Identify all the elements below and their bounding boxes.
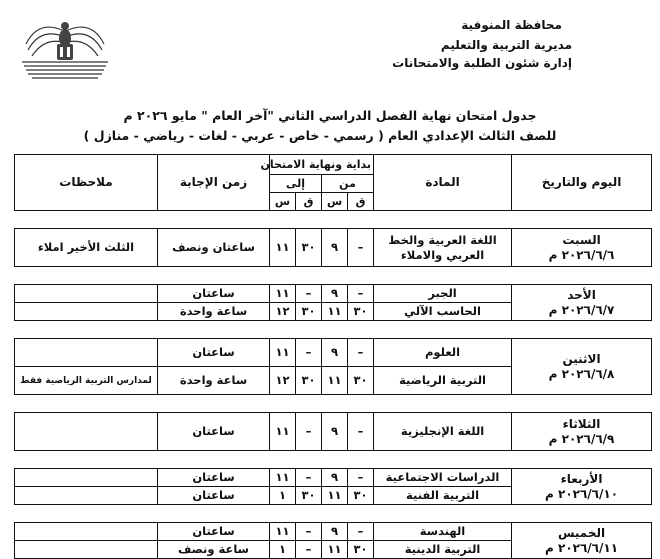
- gap-cell: [296, 267, 322, 285]
- subject-cell: التربية الدينية: [374, 541, 512, 559]
- from-hour-cell: ٩: [322, 229, 348, 267]
- subject-cell: اللغة الإنجليزية: [374, 413, 512, 451]
- gap-cell: [512, 451, 652, 469]
- gap-cell: [374, 395, 512, 413]
- schedule-row: [15, 339, 652, 367]
- gap-cell: [158, 505, 270, 523]
- to-minute-cell: ٣٠: [296, 229, 322, 267]
- gap-cell: [374, 267, 512, 285]
- notes-cell: الثلث الأخير املاء: [15, 229, 158, 267]
- to-hour-cell: ١١: [270, 229, 296, 267]
- col-subject: المادة: [374, 155, 512, 211]
- gap-cell: [348, 451, 374, 469]
- gap-cell: [348, 321, 374, 339]
- group-gap: [15, 267, 652, 285]
- day-date-cell: [512, 523, 652, 559]
- notes-cell: [15, 339, 158, 367]
- group-gap: [15, 505, 652, 523]
- gap-cell: [512, 321, 652, 339]
- gap-cell: [270, 211, 296, 229]
- notes-cell: [15, 487, 158, 505]
- gap-cell: [296, 505, 322, 523]
- governorate-label: محافظة المنوفية: [461, 18, 562, 32]
- from-hour-cell: ٩: [322, 413, 348, 451]
- schedule-row: [15, 413, 652, 451]
- gap-cell: [374, 505, 512, 523]
- gap-cell: [322, 211, 348, 229]
- gap-cell: [158, 395, 270, 413]
- notes-cell: [15, 413, 158, 451]
- from-minute-cell: ٣٠: [348, 487, 374, 505]
- gap-cell: [158, 451, 270, 469]
- gap-cell: [15, 211, 158, 229]
- gap-cell: [348, 505, 374, 523]
- to-hour-cell: ١٢: [270, 367, 296, 395]
- gap-cell: [15, 321, 158, 339]
- schedule-row: [15, 285, 652, 303]
- to-minute-cell: –: [296, 523, 322, 541]
- gap-cell: [512, 211, 652, 229]
- gap-cell: [270, 267, 296, 285]
- col-day-date: اليوم والتاريخ: [512, 155, 652, 211]
- col-from-minute: ق: [348, 193, 374, 211]
- day-name: السبت: [562, 232, 601, 247]
- gap-cell: [15, 267, 158, 285]
- schedule-row: [15, 523, 652, 541]
- to-hour-cell: ١٢: [270, 303, 296, 321]
- to-hour-cell: ١١: [270, 469, 296, 487]
- col-answer-time: زمن الإجابة: [158, 155, 270, 211]
- gap-cell: [158, 321, 270, 339]
- gap-cell: [322, 267, 348, 285]
- from-hour-cell: ١١: [322, 367, 348, 395]
- duration-cell: ساعتان: [158, 487, 270, 505]
- from-hour-cell: ٩: [322, 523, 348, 541]
- group-gap: [15, 321, 652, 339]
- from-minute-cell: ٣٠: [348, 367, 374, 395]
- gap-cell: [374, 211, 512, 229]
- col-to: إلى: [270, 175, 322, 193]
- exam-date: ٢٠٢٦/٦/٧ م: [548, 302, 615, 317]
- group-gap: [15, 395, 652, 413]
- exam-date: ٢٠٢٦/٦/٨ م: [548, 366, 615, 381]
- from-minute-cell: –: [348, 285, 374, 303]
- day-name: الثلاثاء: [562, 416, 601, 431]
- to-minute-cell: –: [296, 541, 322, 559]
- notes-cell: [15, 541, 158, 559]
- col-to-hour: س: [270, 193, 296, 211]
- duration-cell: ساعتان: [158, 413, 270, 451]
- gap-cell: [296, 395, 322, 413]
- col-exam-time-range: بداية ونهاية الامتحان: [270, 155, 374, 175]
- gap-cell: [348, 395, 374, 413]
- day-date-cell: [512, 285, 652, 321]
- duration-cell: ساعة واحدة: [158, 303, 270, 321]
- to-hour-cell: ١١: [270, 523, 296, 541]
- gap-cell: [270, 451, 296, 469]
- to-minute-cell: –: [296, 339, 322, 367]
- from-hour-cell: ٩: [322, 469, 348, 487]
- col-notes: ملاحظات: [15, 155, 158, 211]
- gap-cell: [296, 211, 322, 229]
- subject-cell: العلوم: [374, 339, 512, 367]
- gap-cell: [158, 211, 270, 229]
- gap-cell: [374, 451, 512, 469]
- group-gap: [15, 211, 652, 229]
- day-name: الاثنين: [562, 351, 601, 366]
- to-hour-cell: ١١: [270, 339, 296, 367]
- gap-cell: [374, 321, 512, 339]
- department-label: إدارة شئون الطلبة والامتحانات: [392, 56, 572, 70]
- gap-cell: [15, 505, 158, 523]
- from-minute-cell: –: [348, 469, 374, 487]
- from-hour-cell: ١١: [322, 303, 348, 321]
- notes-cell: [15, 523, 158, 541]
- schedule-body: [15, 155, 652, 559]
- subject-cell: الجبر: [374, 285, 512, 303]
- gap-cell: [512, 267, 652, 285]
- exam-date: ٢٠٢٦/٦/١٠ م: [545, 486, 619, 501]
- from-hour-cell: ١١: [322, 487, 348, 505]
- notes-cell: [15, 469, 158, 487]
- grade-subtitle: للصف الثالث الإعدادي العام ( رسمي - خاص - عربي - لغات - رياضي - منازل ): [83, 128, 557, 143]
- to-hour-cell: ١١: [270, 285, 296, 303]
- to-minute-cell: –: [296, 285, 322, 303]
- to-minute-cell: –: [296, 413, 322, 451]
- schedule-title: جدول امتحان نهاية الفصل الدراسي الثاني "آخر العام " مايو ٢٠٢٦ م: [123, 108, 537, 123]
- gap-cell: [322, 395, 348, 413]
- schedule-row: [15, 229, 652, 267]
- gap-cell: [322, 451, 348, 469]
- to-hour-cell: ١١: [270, 413, 296, 451]
- gap-cell: [322, 321, 348, 339]
- subject-cell: الدراسات الاجتماعية: [374, 469, 512, 487]
- gap-cell: [270, 395, 296, 413]
- to-minute-cell: ٣٠: [296, 303, 322, 321]
- from-hour-cell: ٩: [322, 339, 348, 367]
- notes-cell: [15, 285, 158, 303]
- day-name: الخميس: [557, 525, 606, 540]
- notes-cell: [15, 303, 158, 321]
- to-hour-cell: ١: [270, 541, 296, 559]
- duration-cell: ساعتان: [158, 285, 270, 303]
- gap-cell: [270, 321, 296, 339]
- to-hour-cell: ١: [270, 487, 296, 505]
- exam-date: ٢٠٢٦/٦/٩ م: [548, 431, 615, 446]
- gap-cell: [348, 211, 374, 229]
- col-to-minute: ق: [296, 193, 322, 211]
- day-date-cell: [512, 229, 652, 267]
- gap-cell: [296, 451, 322, 469]
- duration-cell: ساعتان: [158, 469, 270, 487]
- day-date-cell: [512, 413, 652, 451]
- eagle-emblem-icon: [18, 14, 112, 86]
- gap-cell: [158, 267, 270, 285]
- gap-cell: [15, 451, 158, 469]
- gap-cell: [348, 267, 374, 285]
- gap-cell: [296, 321, 322, 339]
- gap-cell: [322, 505, 348, 523]
- group-gap: [15, 451, 652, 469]
- day-date-cell: [512, 469, 652, 505]
- day-name: الأربعاء: [560, 471, 603, 486]
- gap-cell: [270, 505, 296, 523]
- from-minute-cell: –: [348, 523, 374, 541]
- exam-schedule-table: [14, 154, 652, 559]
- schedule-row: [15, 469, 652, 487]
- duration-cell: ساعة ونصف: [158, 541, 270, 559]
- subject-cell: التربية الفنية: [374, 487, 512, 505]
- from-minute-cell: –: [348, 339, 374, 367]
- duration-cell: ساعتان ونصف: [158, 229, 270, 267]
- to-minute-cell: ٣٠: [296, 367, 322, 395]
- gap-cell: [512, 395, 652, 413]
- from-hour-cell: ١١: [322, 541, 348, 559]
- gap-cell: [512, 505, 652, 523]
- to-minute-cell: ٣٠: [296, 487, 322, 505]
- subject-cell: الهندسة: [374, 523, 512, 541]
- day-name: الأحد: [567, 287, 596, 302]
- subject-cell: الحاسب الآلي: [374, 303, 512, 321]
- subject-cell: اللغة العربية والخط العربي والاملاء: [374, 229, 512, 267]
- to-minute-cell: –: [296, 469, 322, 487]
- exam-date: ٢٠٢٦/٦/٦ م: [548, 247, 615, 262]
- exam-date: ٢٠٢٦/٦/١١ م: [545, 540, 619, 555]
- col-from-hour: س: [322, 193, 348, 211]
- gap-cell: [15, 395, 158, 413]
- notes-cell: لمدارس التربية الرياضية فقط: [15, 367, 158, 395]
- col-from: من: [322, 175, 374, 193]
- from-minute-cell: ٣٠: [348, 303, 374, 321]
- duration-cell: ساعة واحدة: [158, 367, 270, 395]
- day-date-cell: [512, 339, 652, 395]
- from-hour-cell: ٩: [322, 285, 348, 303]
- from-minute-cell: ٣٠: [348, 541, 374, 559]
- subject-cell: التربية الرياضية: [374, 367, 512, 395]
- directorate-label: مديرية التربية والتعليم: [440, 38, 572, 52]
- from-minute-cell: –: [348, 413, 374, 451]
- duration-cell: ساعتان: [158, 339, 270, 367]
- from-minute-cell: –: [348, 229, 374, 267]
- duration-cell: ساعتان: [158, 523, 270, 541]
